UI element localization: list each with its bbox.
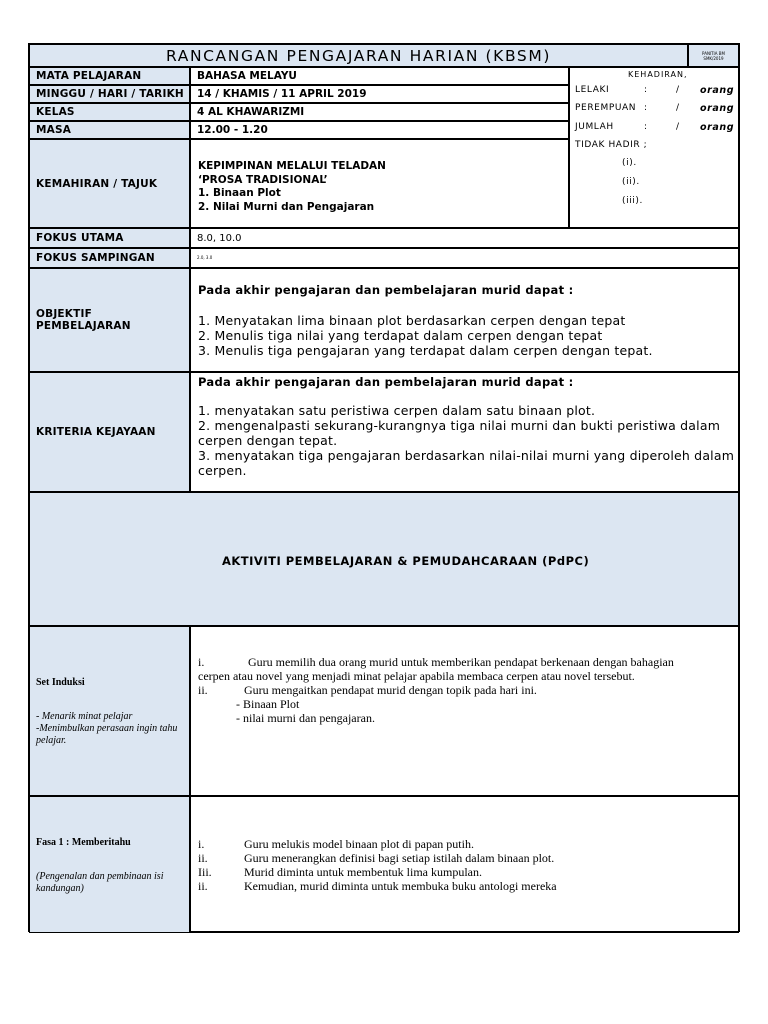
- stamp-line-2: SMK/2019: [703, 56, 724, 61]
- info-label-cell: [29, 85, 190, 103]
- kemahiran-value-cell: [190, 139, 569, 228]
- line-number: ii.: [198, 879, 208, 893]
- perempuan-unit: orang: [700, 103, 735, 114]
- fasa1-content-cell: [190, 796, 739, 933]
- kehadiran-title: KEHADIRAN,: [628, 70, 688, 79]
- info-label-cell: [29, 103, 190, 121]
- kemahiran-label: KEMAHIRAN / TAJUK: [36, 178, 158, 190]
- fokus-utama-value-cell: [190, 228, 739, 248]
- lelaki-label: LELAKI: [575, 85, 610, 95]
- perempuan-label: PEREMPUAN: [575, 103, 637, 113]
- perempuan-slash: /: [676, 103, 680, 113]
- set-induksi-line: [198, 683, 738, 697]
- kriteria-label-cell: [29, 372, 190, 492]
- objektif-heading: Pada akhir pengajaran dan pembelajaran murid dapat :: [198, 283, 574, 297]
- kriteria-heading: Pada akhir pengajaran dan pembelajaran murid dapat :: [198, 375, 574, 389]
- fokus-sampingan-value: 2.0, 3.0: [197, 255, 213, 260]
- kemahiran-line: 2. Nilai Murni dan Pengajaran: [198, 200, 375, 213]
- kriteria-item: cerpen.: [198, 463, 247, 478]
- lelaki-colon: :: [644, 85, 648, 95]
- perempuan-colon: :: [644, 103, 648, 113]
- set-induksi-line: [198, 711, 738, 725]
- mata-pelajaran-label: MATA PELAJARAN: [36, 70, 142, 82]
- fasa1-line: [198, 865, 738, 879]
- objektif-item: 1. Menyatakan lima binaan plot berdasarkan cerpen dengan tepat: [198, 313, 626, 328]
- jumlah-slash: /: [676, 122, 680, 132]
- kehadiran-box: [569, 67, 739, 228]
- fokus-sampingan-label-cell: [29, 248, 190, 268]
- line-text: - Binaan Plot: [236, 697, 300, 711]
- objektif-value-cell: [190, 268, 739, 372]
- set-induksi-line: [198, 655, 738, 669]
- line-number: ii.: [198, 851, 208, 865]
- masa-label: MASA: [36, 124, 72, 136]
- set-induksi-content-cell: [190, 626, 739, 796]
- kemahiran-line: KEPIMPINAN MELALUI TELADAN: [198, 160, 386, 172]
- fokus-sampingan-label: FOKUS SAMPINGAN: [36, 252, 155, 264]
- page-title: RANCANGAN PENGAJARAN HARIAN (KBSM): [166, 47, 551, 65]
- kemahiran-label-cell: [29, 139, 190, 228]
- line-number: i.: [198, 655, 205, 669]
- line-text: - nilai murni dan pengajaran.: [236, 711, 375, 725]
- tidak-hadir-item: (ii).: [622, 177, 640, 187]
- fasa1-label-cell: [29, 796, 190, 933]
- line-number: i.: [198, 837, 205, 851]
- kemahiran-line: ‘PROSA TRADISIONAL’: [198, 173, 328, 186]
- info-value-cell: [190, 67, 569, 85]
- fasa1-note: (Pengenalan dan pembinaan isi: [36, 871, 164, 882]
- set-induksi-label-cell: [29, 626, 190, 796]
- line-number: Iii.: [198, 865, 212, 879]
- info-label-cell: [29, 121, 190, 139]
- kriteria-label: KRITERIA KEJAYAAN: [36, 426, 156, 438]
- jumlah-unit: orang: [700, 122, 735, 133]
- line-text: Kemudian, murid diminta untuk membuka buku antologi mereka: [244, 879, 557, 893]
- stamp-box: [688, 44, 739, 67]
- fasa1-note: kandungan): [36, 883, 84, 894]
- set-induksi-line: [198, 669, 738, 683]
- set-induksi-note: - Menarik minat pelajar: [36, 711, 133, 722]
- set-induksi-label: Set Induksi: [36, 677, 85, 688]
- objektif-label-cell: [29, 268, 190, 372]
- stamp-line-1: PANITIA BM: [702, 51, 725, 56]
- fokus-utama-label: FOKUS UTAMA: [36, 232, 124, 244]
- set-induksi-line: [198, 697, 738, 711]
- fasa1-label: Fasa 1 : Memberitahu: [36, 837, 131, 848]
- set-induksi-note: -Menimbulkan perasaan ingin tahu: [36, 723, 178, 734]
- tidak-hadir-item: (i).: [622, 158, 637, 168]
- set-induksi-note: pelajar.: [36, 735, 67, 746]
- line-number: ii.: [198, 683, 208, 697]
- kriteria-item: 2. mengenalpasti sekurang-kurangnya tiga nilai murni dan bukti peristiwa dalam: [198, 418, 721, 433]
- objektif-item: 3. Menulis tiga pengajaran yang terdapat dalam cerpen dengan tepat.: [198, 343, 653, 358]
- jumlah-label: JUMLAH: [575, 122, 614, 132]
- kriteria-item: 1. menyatakan satu peristiwa cerpen dalam satu binaan plot.: [198, 403, 596, 418]
- mata-pelajaran-value: BAHASA MELAYU: [197, 70, 297, 82]
- kemahiran-line: 1. Binaan Plot: [198, 187, 281, 199]
- objektif-item: 2. Menulis tiga nilai yang terdapat dalam cerpen dengan tepat: [198, 328, 603, 343]
- kelas-label: KELAS: [36, 106, 75, 118]
- kriteria-item: 3. menyatakan tiga pengajaran berdasarkan nilai-nilai murni yang diperoleh dalam: [198, 448, 735, 463]
- fokus-sampingan-value-cell: [190, 248, 739, 268]
- fokus-utama-label-cell: [29, 228, 190, 248]
- line-text: cerpen atau novel yang menjadi minat pelajar apabila membaca cerpen atau novel tersebut.: [198, 669, 635, 683]
- info-label-cell: [29, 67, 190, 85]
- lesson-plan-sheet: [28, 43, 740, 932]
- kriteria-item: cerpen dengan tepat.: [198, 433, 338, 448]
- fasa1-line: [198, 851, 738, 865]
- line-text: Guru memilih dua orang murid untuk memberikan pendapat berkenaan dengan bahagian: [248, 655, 674, 669]
- lelaki-slash: /: [676, 85, 680, 95]
- minggu-label: MINGGU / HARI / TARIKH: [36, 88, 184, 100]
- fasa1-line: [198, 879, 738, 893]
- jumlah-colon: :: [644, 122, 648, 132]
- objektif-label: OBJEKTIF PEMBELAJARAN: [36, 308, 131, 332]
- line-text: Guru menerangkan definisi bagi setiap istilah dalam binaan plot.: [244, 851, 555, 865]
- line-text: Murid diminta untuk membentuk lima kumpulan.: [244, 865, 482, 879]
- tidak-hadir-label: TIDAK HADIR ;: [575, 140, 648, 150]
- title-bar: [29, 44, 688, 67]
- info-value-cell: [190, 121, 569, 139]
- fasa1-line: [198, 837, 738, 851]
- lelaki-unit: orang: [700, 85, 735, 96]
- kelas-value: 4 AL KHAWARIZMI: [197, 106, 305, 118]
- aktiviti-title: AKTIVITI PEMBELAJARAN & PEMUDAHCARAAN (PdPC): [222, 554, 590, 568]
- fokus-utama-value: 8.0, 10.0: [197, 233, 242, 244]
- aktiviti-banner: [29, 492, 739, 626]
- tidak-hadir-item: (iii).: [622, 196, 643, 206]
- kriteria-value-cell: [190, 372, 739, 492]
- masa-value: 12.00 - 1.20: [197, 124, 268, 136]
- info-value-cell: [190, 103, 569, 121]
- info-value-cell: [190, 85, 569, 103]
- minggu-value: 14 / KHAMIS / 11 APRIL 2019: [197, 88, 367, 100]
- line-text: Guru mengaitkan pendapat murid dengan topik pada hari ini.: [244, 683, 537, 697]
- line-text: Guru melukis model binaan plot di papan putih.: [244, 837, 474, 851]
